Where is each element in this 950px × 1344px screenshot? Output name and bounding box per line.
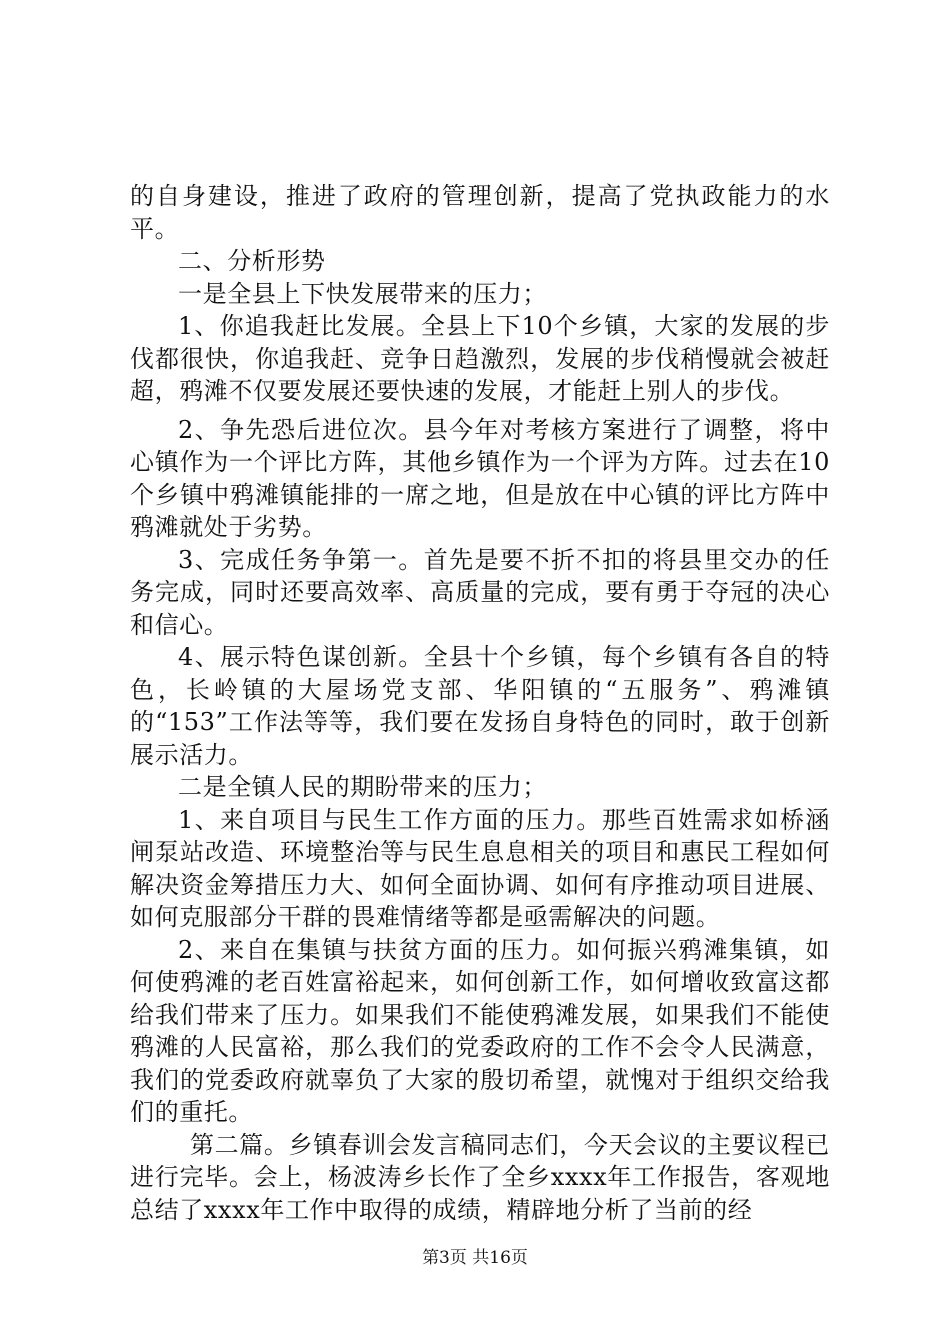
paragraph-continuation: 的自身建设，推进了政府的管理创新，提高了党执政能力的水平。 <box>130 182 830 243</box>
subheading-town-pressure: 二是全镇人民的期盼带来的压力； <box>178 773 547 801</box>
paragraph-second-article: 第二篇。乡镇春训会发言稿同志们，今天会议的主要议程已进行完毕。会上，杨波涛乡长作了全乡xxxx年工作报告，客观地总结了xxxx年工作中取得的成绩，精辟地分析了当前的经 <box>130 1130 830 1224</box>
body-text <box>130 180 830 1226</box>
page-number-footer: 第3页 共16页 <box>422 1248 528 1268</box>
paragraph-point-2: 2、争先恐后进位次。县今年对考核方案进行了调整，将中心镇作为一个评比方阵，其他乡镇作为一个评为方阵。过去在10个乡镇中鸦滩镇能排的一席之地，但是放在中心镇的评比方阵中鸦滩就处于劣势。 <box>130 415 830 541</box>
subheading-county-pressure: 一是全县上下快发展带来的压力； <box>178 279 547 308</box>
section-heading-analysis: 二、分析形势 <box>178 247 326 275</box>
paragraph-project-pressure: 1、来自项目与民生工作方面的压力。那些百姓需求如桥涵闸泵站改造、环境整治等与民生息息相关的项目和惠民工程如何解决资金筹措压力大、如何全面协调、如何有序推动项目进展、如何克服部分干群的畏难情绪等都是亟需解决的问题。 <box>130 805 830 931</box>
paragraph-poverty-pressure: 2、来自在集镇与扶贫方面的压力。如何振兴鸦滩集镇，如何使鸦滩的老百姓富裕起来，如何创新工作，如何增收致富这都给我们带来了压力。如果我们不能使鸦滩发展，如果我们不能使鸦滩的人民富裕，那么我们的党委政府的工作不会令人民满意，我们的党委政府就辜负了大家的殷切希望，就愧对于组织交给我们的重托。 <box>130 935 830 1126</box>
paragraph-point-4: 4、展示特色谋创新。全县十个乡镇，每个乡镇有各自的特色，长岭镇的大屋场党支部、华阳镇的“五服务”、鸦滩镇的“153”工作法等等，我们要在发扬自身特色的同时，敢于创新展示活力。 <box>130 643 830 769</box>
paragraph-point-1: 1、你追我赶比发展。全县上下10个乡镇，大家的发展的步伐都很快，你追我赶、竞争日趋激烈，发展的步伐稍慢就会被赶超，鸦滩不仅要发展还要快速的发展，才能赶上别人的步伐。 <box>130 312 830 405</box>
paragraph-point-3: 3、完成任务争第一。首先是要不折不扣的将县里交办的任务完成，同时还要高效率、高质量的完成，要有勇于夺冠的决心和信心。 <box>130 545 830 639</box>
